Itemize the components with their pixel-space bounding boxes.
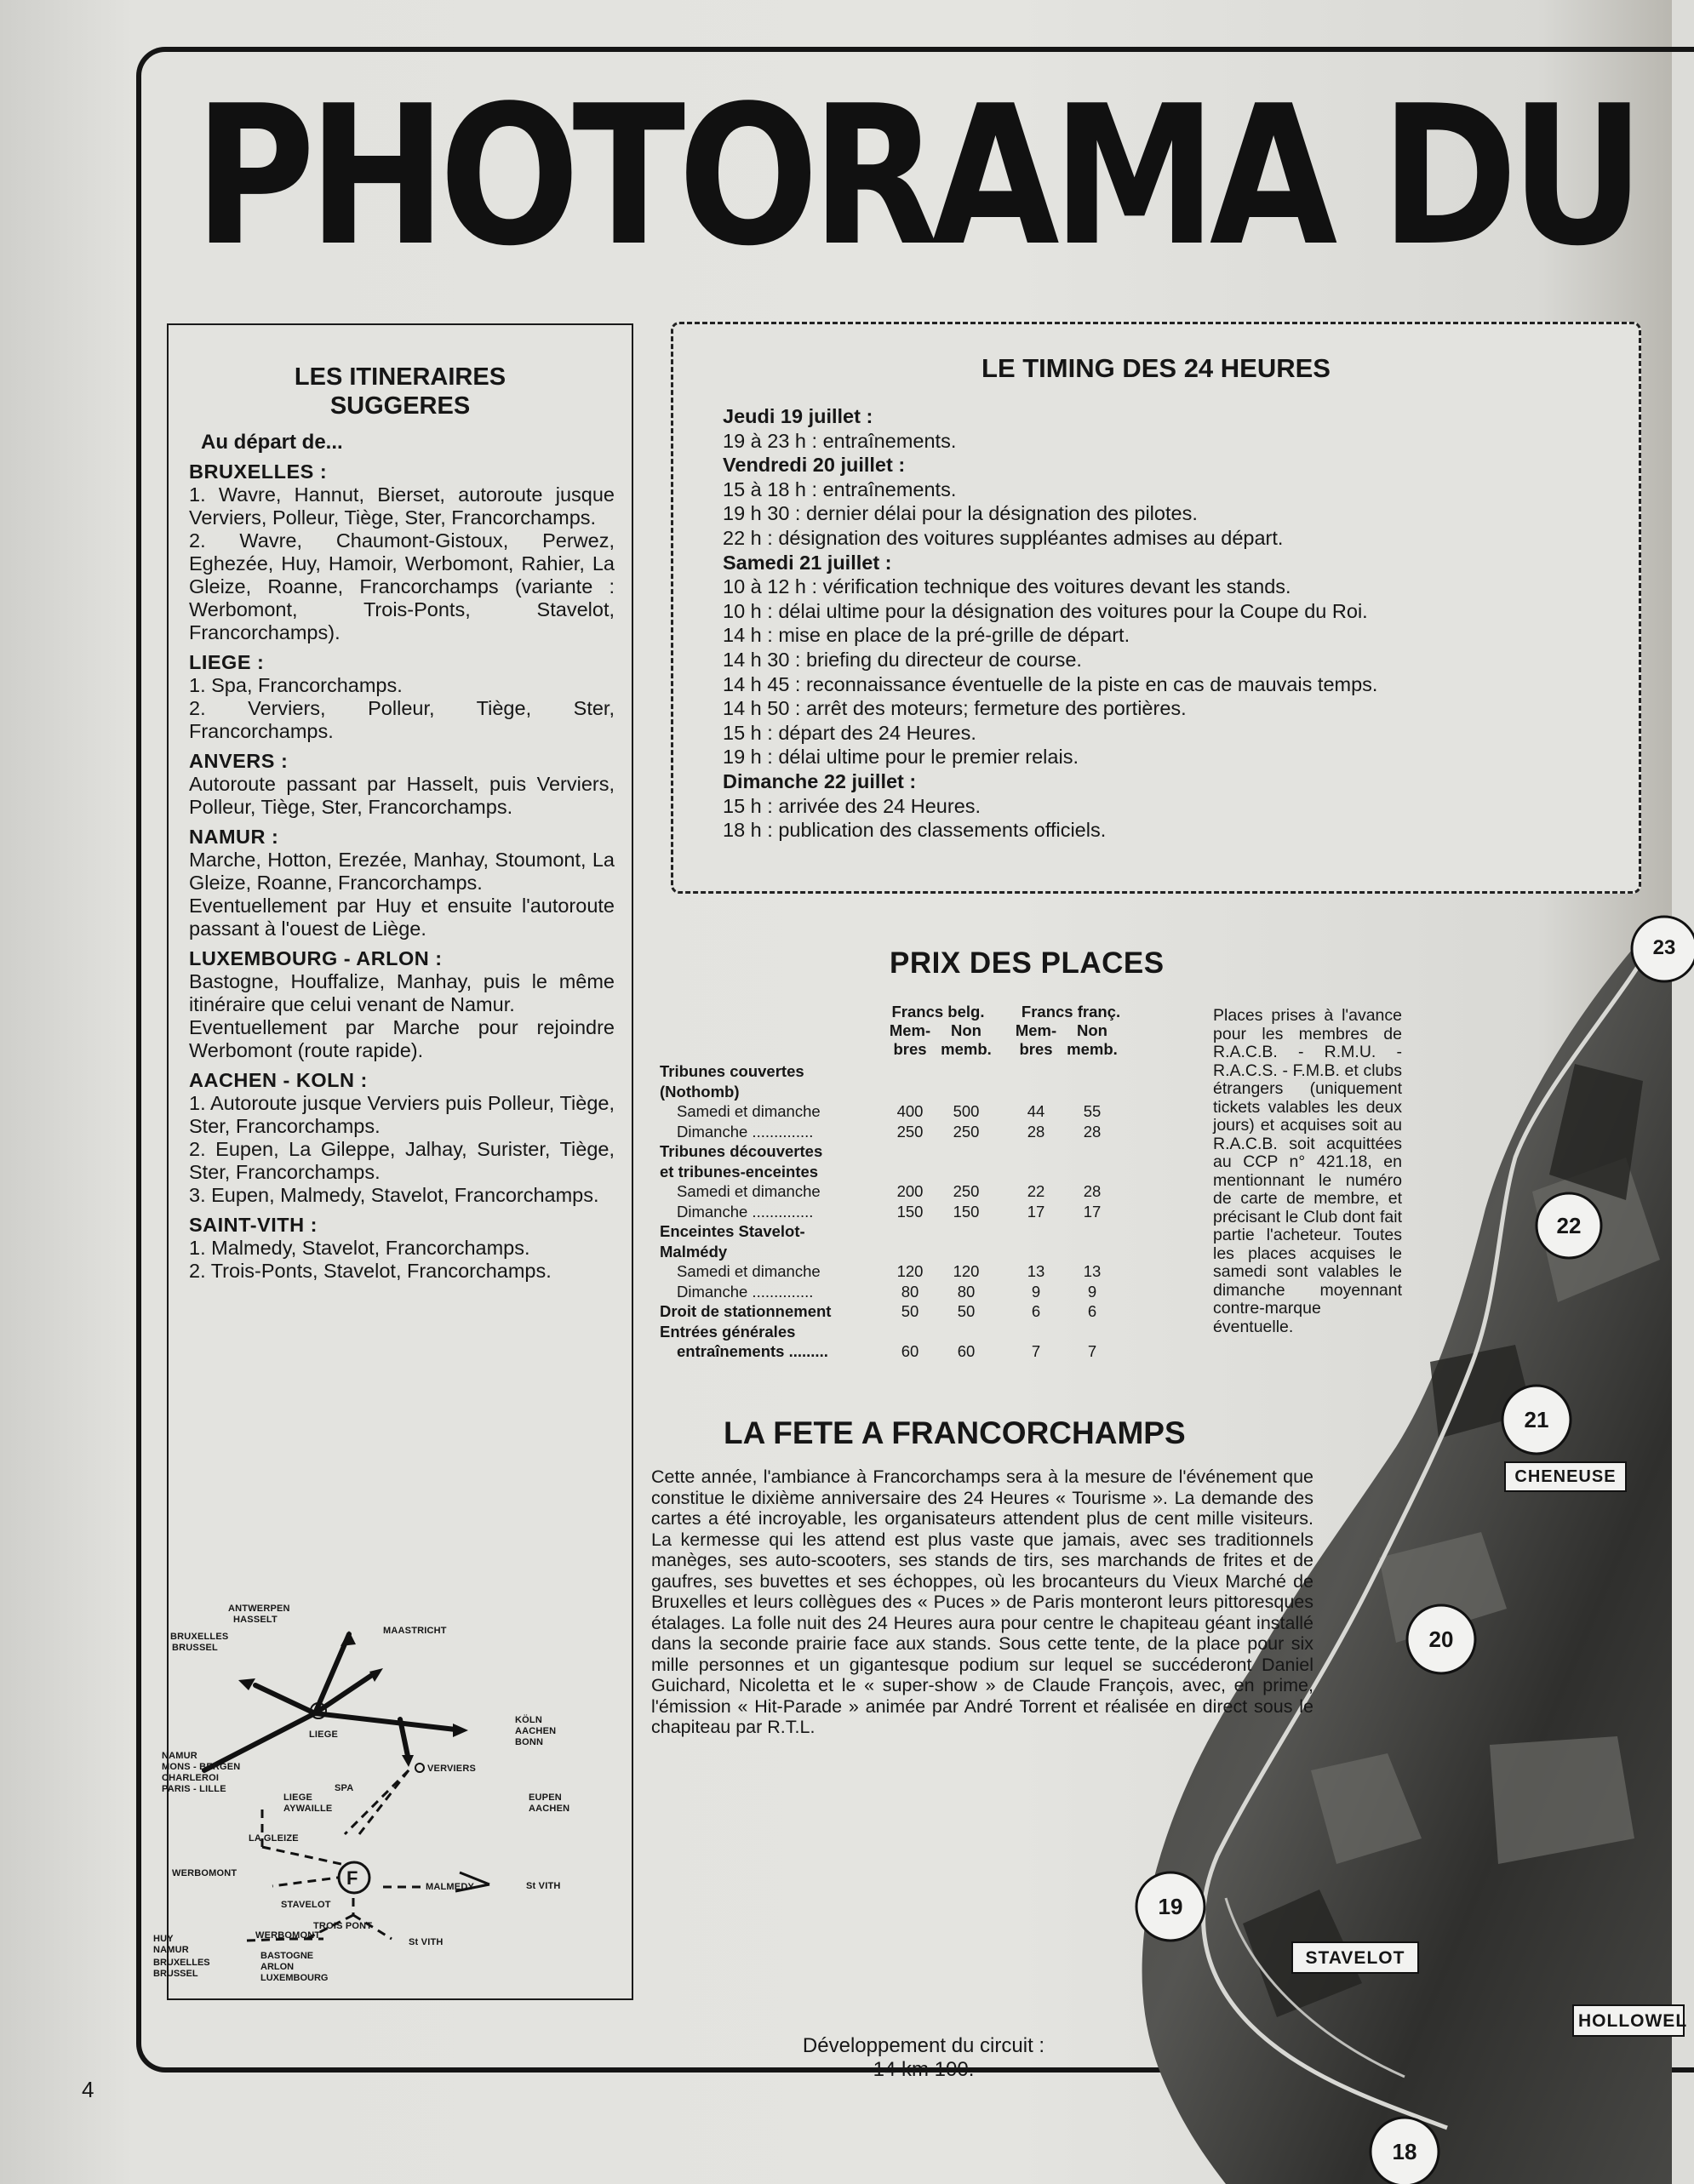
label-eupen: EUPEN <box>529 1792 562 1803</box>
timing-entry: 15 h : arrivée des 24 Heures. <box>723 794 981 817</box>
timing-entry: 19 h : délai ultime pour le premier relais. <box>723 746 1079 769</box>
prix-row-label: Dimanche .............. <box>677 1282 814 1301</box>
marker-20-label: 20 <box>1428 1627 1454 1652</box>
label-liege: LIEGE <box>309 1729 339 1740</box>
fete-title: LA FETE A FRANCORCHAMPS <box>724 1415 1186 1450</box>
label-aachen: AACHEN <box>515 1726 557 1736</box>
itineraire-route: Bastogne, Houffalize, Manhay, puis le même itinéraire que celui venant de Namur. <box>189 970 615 1015</box>
marker-22-label: 22 <box>1556 1213 1582 1238</box>
prix-value: 28 <box>1083 1182 1102 1200</box>
label-bruxelles: BRUXELLES <box>170 1632 229 1642</box>
marker-23-label: 23 <box>1652 936 1676 959</box>
itineraires-body <box>169 431 632 1283</box>
header-non-2: Non <box>1077 1021 1107 1039</box>
prix-value: 28 <box>1083 1122 1102 1141</box>
itineraire-route: 1. Spa, Francorchamps. <box>189 674 403 696</box>
itineraire-routes <box>189 674 615 743</box>
prix-value: 80 <box>957 1282 976 1301</box>
label-namur-2: NAMUR <box>153 1945 189 1955</box>
label-mons: MONS - BERGEN <box>162 1762 241 1772</box>
label-malmedy: MALMEDY <box>426 1882 475 1892</box>
prix-value: 120 <box>953 1262 980 1280</box>
header-mem-2b: bres <box>1019 1040 1053 1058</box>
prix-row <box>660 1062 1170 1081</box>
marker-19-label: 19 <box>1158 1894 1183 1919</box>
places-note: Places prises à l'avance pour les membres de R.A.C.B. - R.M.U. - R.A.C.S. - F.M.B. et clubs étrangers (uniquement tickets valables les deux jours) et acquises soit au R.A.C.B. soit acquittées au CCP n° 421.18, en mentionnant le numéro de carte de membre, et précisant le Club dont fait partie l'acheteur. Toutes les places acquises le samedi sont valables le dimanche moyennant contre-marque éventuelle. <box>1213 1006 1402 1336</box>
label-charleroi: CHARLEROI <box>162 1773 220 1783</box>
label-brussel-2: BRUSSEL <box>153 1969 198 1979</box>
prix-value: 6 <box>1031 1302 1041 1320</box>
timing-entry: 14 h 45 : reconnaissance éventuelle de la piste en cas de mauvais temps. <box>723 672 1378 695</box>
label-koln: KÖLN <box>515 1715 542 1725</box>
timing-entry: 19 à 23 h : entraînements. <box>723 429 957 452</box>
prix-value: 50 <box>957 1302 976 1320</box>
prix-value: 13 <box>1027 1262 1045 1280</box>
timing-list <box>723 404 1613 843</box>
itineraire-route: 3. Eupen, Malmedy, Stavelot, Francorchamps. <box>189 1184 599 1206</box>
prix-row <box>660 1283 1170 1301</box>
prix-row-label: Dimanche .............. <box>677 1202 814 1221</box>
prix-value: 60 <box>901 1342 919 1360</box>
timing-day: Dimanche 22 juillet : <box>723 769 917 792</box>
timing-entry: 10 h : délai ultime pour la désignation des voitures pour la Coupe du Roi. <box>723 599 1368 622</box>
prix-value: 150 <box>953 1202 980 1221</box>
prix-value: 22 <box>1027 1182 1045 1200</box>
label-trois-pont: TROIS PONT <box>313 1921 373 1931</box>
prix-row <box>660 1302 1170 1321</box>
francorchamps-marker: F <box>346 1867 358 1889</box>
label-maastricht: MAASTRICHT <box>383 1626 447 1636</box>
prix-row-label: Dimanche .............. <box>677 1122 814 1141</box>
prix-value: 80 <box>901 1282 919 1301</box>
prix-value: 6 <box>1087 1302 1097 1320</box>
prix-row <box>660 1163 1170 1181</box>
label-verviers: VERVIERS <box>427 1764 477 1774</box>
itineraire-route: 2. Wavre, Chaumont-Gistoux, Perwez, Eghezée, Huy, Hamoir, Werbomont, Rahier, La Gleize, Roanne, Francorchamps (variante : Werbomont, Trois-Ponts, Stavelot, Francorchamps). <box>189 529 615 643</box>
prix-row-label: Entrées générales <box>660 1322 796 1341</box>
route-diagram-bottom <box>153 1951 630 2000</box>
label-namur: NAMUR <box>162 1751 197 1761</box>
header-non-1b: memb. <box>941 1040 992 1058</box>
label-huy: HUY <box>153 1934 174 1944</box>
prix-value: 9 <box>1031 1282 1041 1301</box>
itineraire-route: Eventuellement par Marche pour rejoindre Werbomont (route rapide). <box>189 1016 615 1061</box>
itineraire-route: 2. Trois-Ponts, Stavelot, Francorchamps. <box>189 1260 552 1282</box>
timing-entry: 14 h 30 : briefing du directeur de course. <box>723 648 1082 671</box>
itineraire-city: LIEGE : <box>189 651 265 673</box>
prix-row <box>660 1222 1170 1241</box>
prix-row-label: Enceintes Stavelot- <box>660 1222 805 1240</box>
timing-entry: 22 h : désignation des voitures suppléantes admises au départ. <box>723 526 1284 549</box>
prix-row <box>660 1182 1170 1201</box>
itineraire-route: 1. Autoroute jusque Verviers puis Polleur, Tiège, Ster, Francorchamps. <box>189 1092 615 1137</box>
label-la-gleize: LA GLEIZE <box>249 1833 299 1844</box>
prix-row-label: Droit de stationnement <box>660 1302 832 1320</box>
circuit-length-line2: 14 km 100. <box>873 2058 975 2081</box>
marker-21-label: 21 <box>1524 1407 1549 1432</box>
timing-day: Samedi 21 juillet : <box>723 551 892 574</box>
itineraire-routes <box>189 1237 615 1283</box>
prix-value: 250 <box>953 1122 980 1141</box>
timing-entry: 15 h : départ des 24 Heures. <box>723 721 976 744</box>
itineraires-intro: Au départ de... <box>201 431 343 454</box>
header-mem-2: Mem- <box>1015 1021 1057 1039</box>
itineraire-city: ANVERS : <box>189 750 289 772</box>
fete-body: Cette année, l'ambiance à Francorchamps sera à la mesure de l'événement que constitue le dixième anniversaire des 24 Heures « Tourisme ». La demande des cartes a été incroyable, les organisateurs attendent plus de cent mille visiteurs. La kermesse qui les attend est plus vaste que jamais, avec ses traditionnels manèges, ses auto-scooters, ses stands de tirs, ses marchands de frites et de gaufres, ses buvettes et ses échoppes, où les brocanteurs du Vieux Marché de Bruxelles et leurs collègues des « Puces » de Paris monteront leurs pittoresques étalages. La folle nuit des 24 Heures aura pour centre le chapiteau géant installé dans la seconde prairie face aux stands. Sous cette tente, de la place pour six mille personnes et un gigantesque podium sur lequel se succéderont Daniel Guichard, Nicoletta et le « super-show » de Claude François, avec, en prime, l'émission « Hit-Parade » animée par André Torrent et réalisée en direct sous le chapiteau par R.T.L. <box>651 1466 1313 1737</box>
label-werbomont: WERBOMONT <box>172 1868 238 1878</box>
prix-value: 60 <box>957 1342 976 1360</box>
road-liege-koln <box>315 1713 455 1729</box>
prix-value: 17 <box>1083 1202 1102 1221</box>
itineraires-title-line1: LES ITINERAIRES <box>294 363 506 391</box>
label-holloweg: HOLLOWEL <box>1578 2011 1688 2031</box>
timing-title: LE TIMING DES 24 HEURES <box>981 353 1331 383</box>
label-st-vith: St VITH <box>526 1881 561 1891</box>
prix-value: 250 <box>953 1182 980 1200</box>
itineraire-routes <box>189 849 615 940</box>
circuit-length-note <box>749 2034 1098 2082</box>
prix-row-label: Samedi et dimanche <box>677 1262 821 1280</box>
timing-entry: 15 à 18 h : entraînements. <box>723 477 957 500</box>
label-aachen-2: AACHEN <box>529 1804 570 1814</box>
itineraires-list <box>189 460 615 1283</box>
prix-value: 7 <box>1031 1342 1041 1360</box>
prix-row <box>660 1102 1170 1121</box>
prix-row <box>660 1123 1170 1141</box>
itineraire-routes <box>189 483 615 644</box>
headline: PHOTORAMA DU <box>194 65 1638 289</box>
itineraire-routes <box>189 1092 615 1207</box>
timing-entry: 19 h 30 : dernier délai pour la désignation des pilotes. <box>723 502 1198 525</box>
itineraire-routes <box>189 970 615 1062</box>
itineraire-city: SAINT-VITH : <box>189 1214 318 1236</box>
timing-day: Vendredi 20 juillet : <box>723 454 906 477</box>
prix-value: 400 <box>896 1102 924 1120</box>
timing-box <box>671 322 1641 894</box>
prix-value: 50 <box>901 1302 919 1320</box>
verviers-dot <box>415 1764 424 1772</box>
itineraire-route: 2. Verviers, Polleur, Tiège, Ster, Francorchamps. <box>189 697 615 742</box>
prix-row-label: entraînements ......... <box>677 1342 828 1360</box>
itineraire-route: Marche, Hotton, Erezée, Manhay, Stoumont, La Gleize, Roanne, Francorchamps. <box>189 849 615 894</box>
prix-row-label: Tribunes découvertes <box>660 1142 823 1160</box>
header-mem-1: Mem- <box>889 1021 931 1039</box>
label-bastogne: BASTOGNE <box>260 1951 314 1961</box>
itineraires-title <box>169 363 632 420</box>
label-st-vith-2: St VITH <box>409 1937 444 1947</box>
prix-row-label: Tribunes couvertes <box>660 1062 804 1080</box>
prix-row <box>660 1083 1170 1101</box>
prix-value: 200 <box>896 1182 924 1200</box>
itineraire-route: Autoroute passant par Hasselt, puis Verviers, Polleur, Tiège, Ster, Francorchamps. <box>189 773 615 818</box>
timing-entry: 10 à 12 h : vérification technique des voitures devant les stands. <box>723 575 1291 598</box>
marker-18-label: 18 <box>1392 2139 1417 2164</box>
timing-entry: 14 h 50 : arrêt des moteurs; fermeture des portières. <box>723 697 1187 720</box>
prix-row-label: et tribunes-enceintes <box>660 1162 819 1181</box>
prix-row <box>660 1142 1170 1161</box>
label-spa: SPA <box>335 1783 354 1793</box>
prix-row <box>660 1203 1170 1221</box>
label-bruxelles-2: BRUXELLES <box>153 1958 210 1968</box>
label-luxembourg: LUXEMBOURG <box>260 1973 329 1983</box>
label-hasselt: HASSELT <box>233 1615 278 1625</box>
prix-value: 9 <box>1087 1282 1097 1301</box>
prix-value: 17 <box>1027 1202 1045 1221</box>
header-mem-1b: bres <box>893 1040 927 1058</box>
itineraire-city: AACHEN - KOLN : <box>189 1069 368 1091</box>
timing-entry: 14 h : mise en place de la pré-grille de départ. <box>723 624 1130 647</box>
prix-row <box>660 1342 1170 1361</box>
prix-value: 7 <box>1087 1342 1097 1360</box>
prix-value: 250 <box>896 1122 924 1141</box>
header-francs-franc: Francs franç. <box>1021 1003 1121 1021</box>
prix-row <box>660 1243 1170 1261</box>
prix-value: 55 <box>1083 1102 1102 1120</box>
timing-day: Jeudi 19 juillet : <box>723 405 873 427</box>
label-stavelot-map: STAVELOT <box>1305 1948 1405 1968</box>
road-liege-bruxelles <box>255 1685 315 1713</box>
prix-value: 13 <box>1083 1262 1102 1280</box>
itineraire-city: LUXEMBOURG - ARLON : <box>189 947 443 969</box>
label-cheneuse: CHENEUSE <box>1514 1467 1617 1486</box>
prix-value: 120 <box>896 1262 924 1280</box>
label-werbomont-2: WERBOMONT <box>255 1930 321 1941</box>
header-francs-belg: Francs belg. <box>891 1003 985 1021</box>
route-diagram-lines <box>153 1592 630 1958</box>
circuit-length-line1: Développement du circuit : <box>802 2034 1045 2057</box>
label-stavelot: STAVELOT <box>281 1900 331 1910</box>
prix-row <box>660 1262 1170 1281</box>
prix-value: 44 <box>1027 1102 1045 1120</box>
label-arlon: ARLON <box>260 1962 295 1972</box>
prix-row-label: (Nothomb) <box>660 1082 740 1101</box>
prix-value: 150 <box>896 1202 924 1221</box>
label-brussel: BRUSSEL <box>172 1643 218 1653</box>
prix-row-label: Samedi et dimanche <box>677 1182 821 1200</box>
header-non-1: Non <box>951 1021 981 1039</box>
prix-row-label: Malmédy <box>660 1242 728 1261</box>
label-liege-2: LIEGE <box>283 1792 313 1803</box>
prix-row-label: Samedi et dimanche <box>677 1102 821 1120</box>
timing-entry: 18 h : publication des classements officiels. <box>723 819 1107 842</box>
itineraire-route: Eventuellement par Huy et ensuite l'autoroute passant à l'ouest de Liège. <box>189 895 615 940</box>
label-antwerpen: ANTWERPEN <box>228 1604 290 1614</box>
route-diagram <box>153 1592 630 1958</box>
itineraire-city: BRUXELLES : <box>189 460 328 483</box>
prix-title: PRIX DES PLACES <box>890 946 1165 980</box>
itineraire-route: 1. Malmedy, Stavelot, Francorchamps. <box>189 1237 530 1259</box>
header-non-2b: memb. <box>1067 1040 1118 1058</box>
prix-value: 28 <box>1027 1122 1045 1141</box>
itineraire-city: NAMUR : <box>189 826 279 848</box>
itineraires-title-line2: SUGGERES <box>329 392 471 420</box>
page-number: 4 <box>82 2077 94 2102</box>
prix-row <box>660 1323 1170 1341</box>
itineraire-route: 1. Wavre, Hannut, Bierset, autoroute jusque Verviers, Polleur, Tiège, Ster, Francorchamps. <box>189 483 615 529</box>
label-paris: PARIS - LILLE <box>162 1784 226 1794</box>
itineraire-routes <box>189 773 615 819</box>
prix-value: 500 <box>953 1102 980 1120</box>
label-aywaille: AYWAILLE <box>283 1804 333 1814</box>
itineraire-route: 2. Eupen, La Gileppe, Jalhay, Surister, Tiège, Ster, Francorchamps. <box>189 1138 615 1183</box>
label-bonn: BONN <box>515 1737 544 1747</box>
